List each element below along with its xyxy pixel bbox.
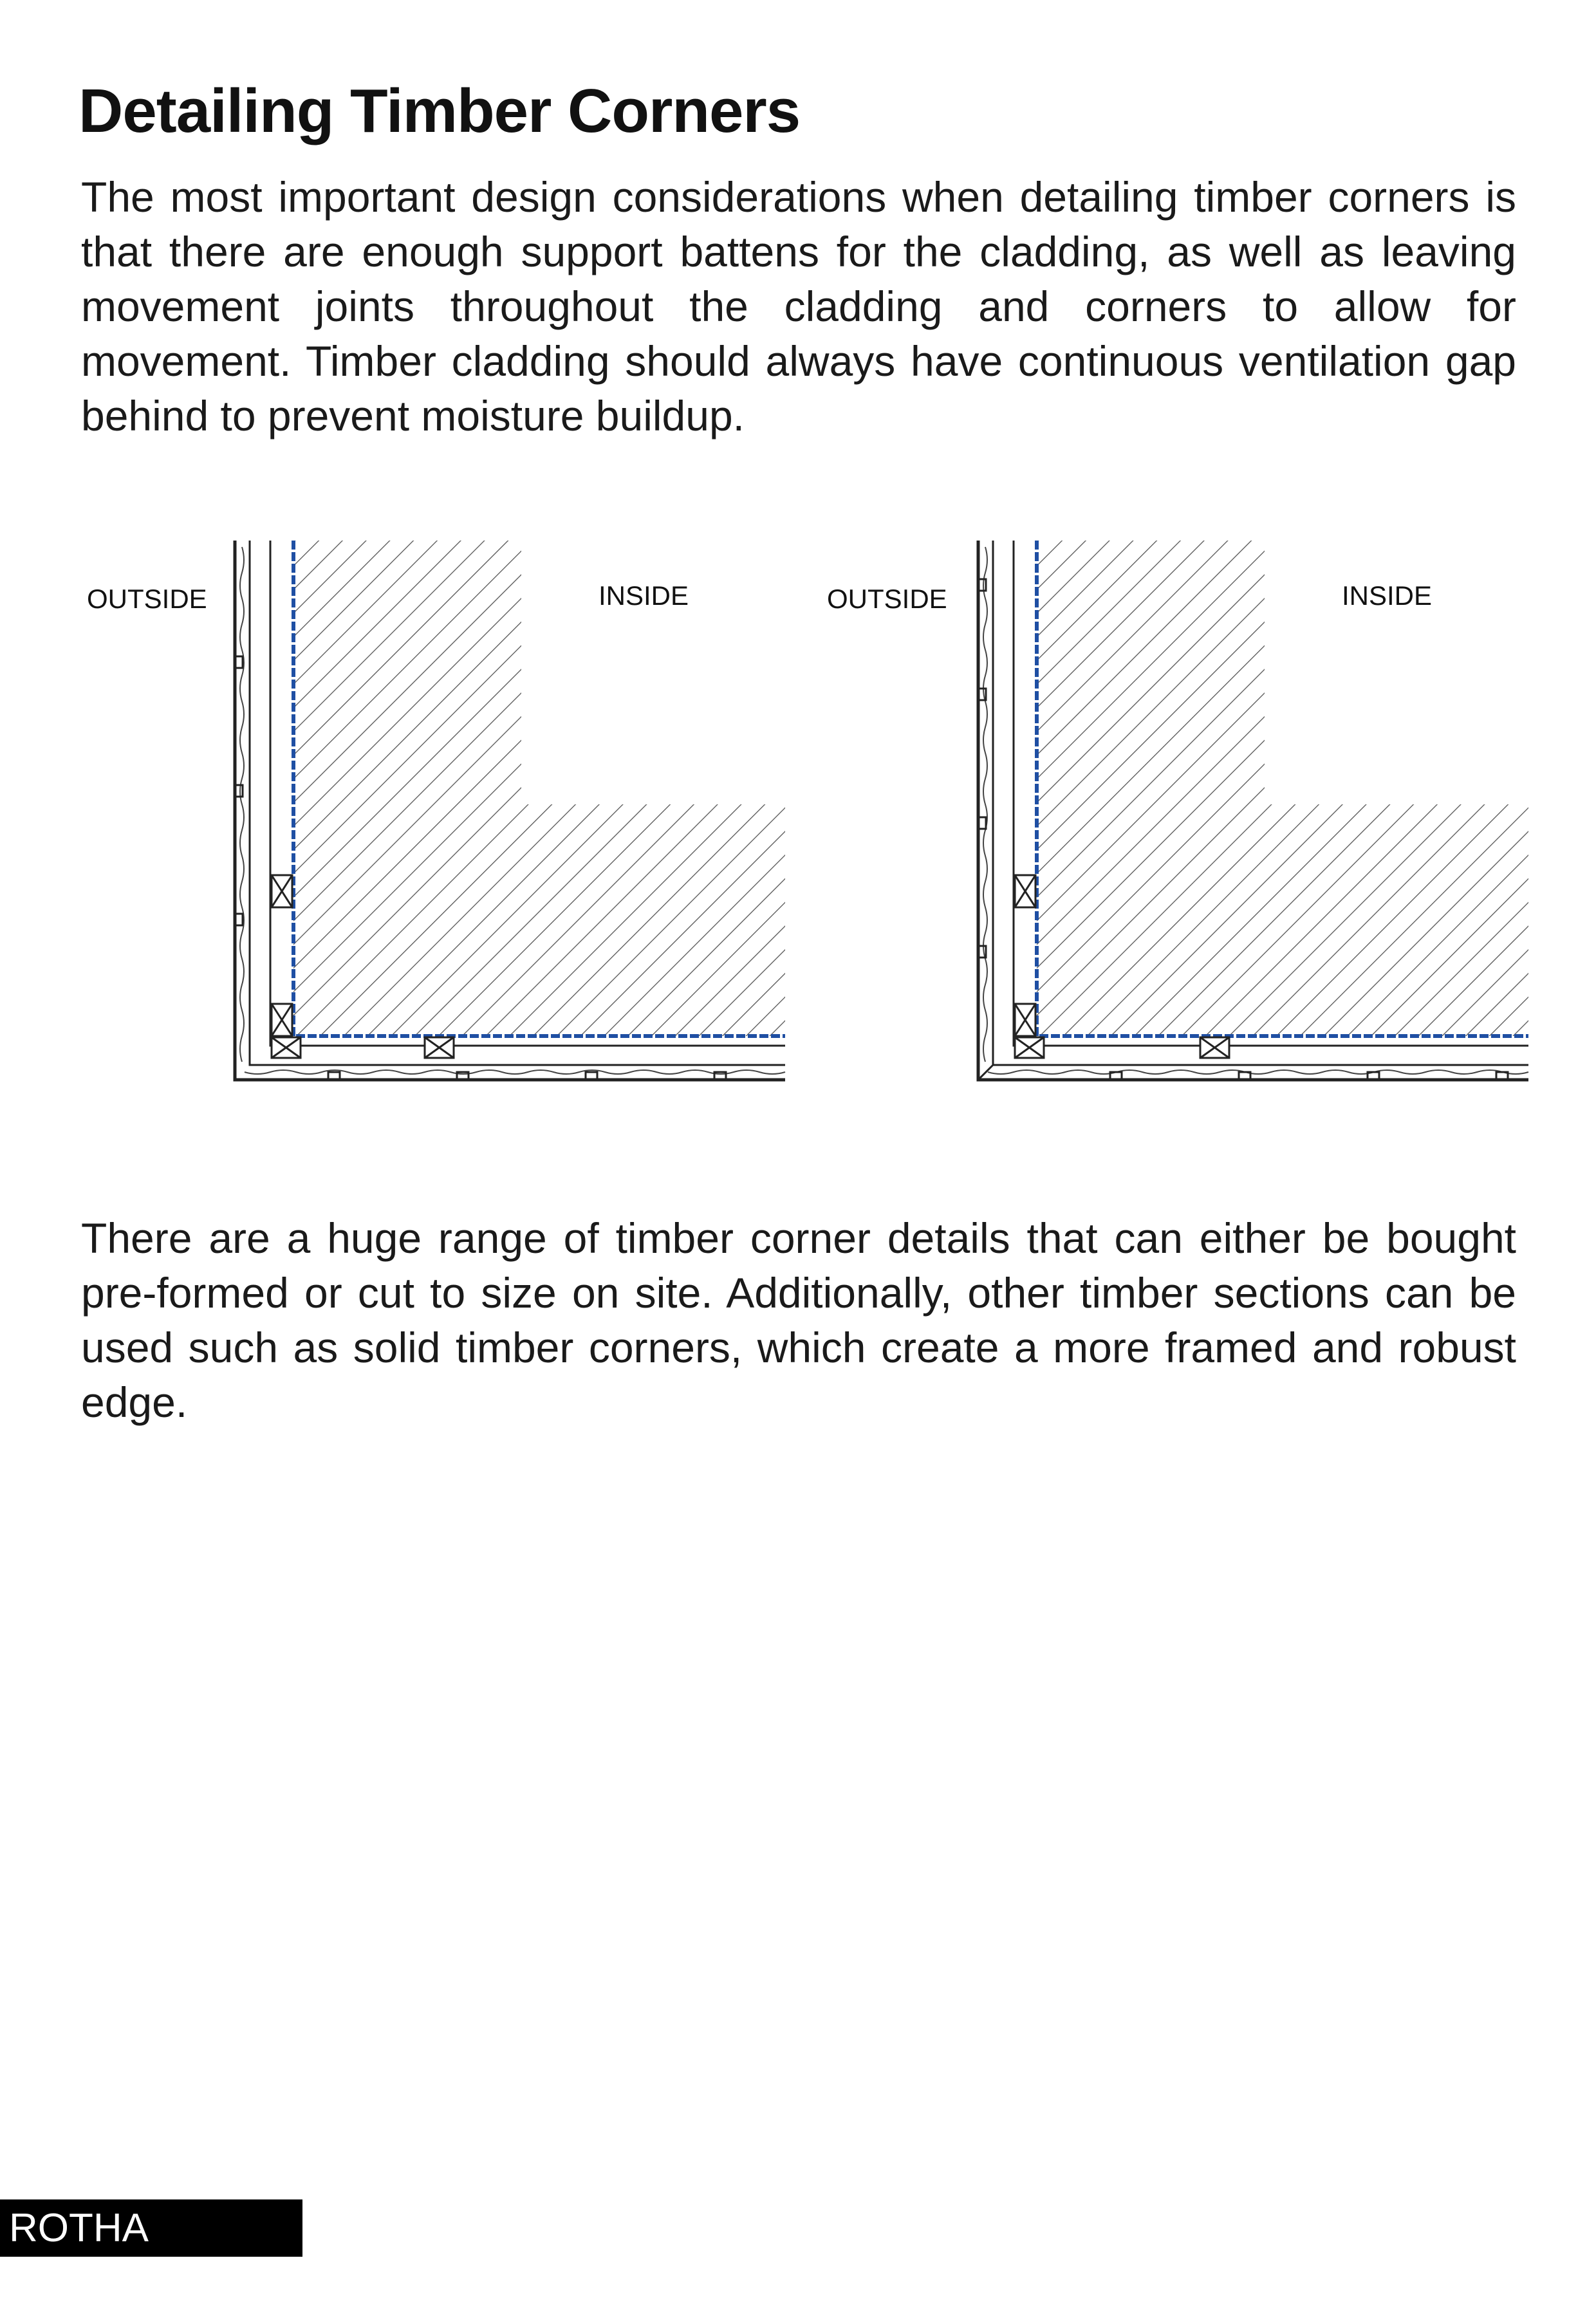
inside-label: INSIDE [1342, 580, 1433, 611]
outside-label: OUTSIDE [827, 584, 947, 614]
outside-label: OUTSIDE [87, 584, 207, 614]
closing-paragraph: There are a huge range of timber corner details that can either be bought pre-formed or cut to size on site. Additionally, other timber sections can be used such as solid timber corners, which create a more framed and robust edge. [81, 1214, 1516, 1426]
intro-paragraph: The most important design considerations when detailing timber corners is that there are enough support battens for the cladding, as well as leaving movement joints throughout the cladding and corners to allow for movement. Timber cladding should always have continuous ventilation gap behind to prevent moisture buildup. [81, 173, 1516, 440]
corner-detail-drawing-1 [71, 528, 830, 1094]
inside-label: INSIDE [598, 580, 689, 611]
page-title: Detailing Timber Corners [79, 77, 801, 145]
corner-detail-drawing-2 [814, 528, 1573, 1094]
author-label: ROTHA OUDOM [0, 2199, 302, 2257]
